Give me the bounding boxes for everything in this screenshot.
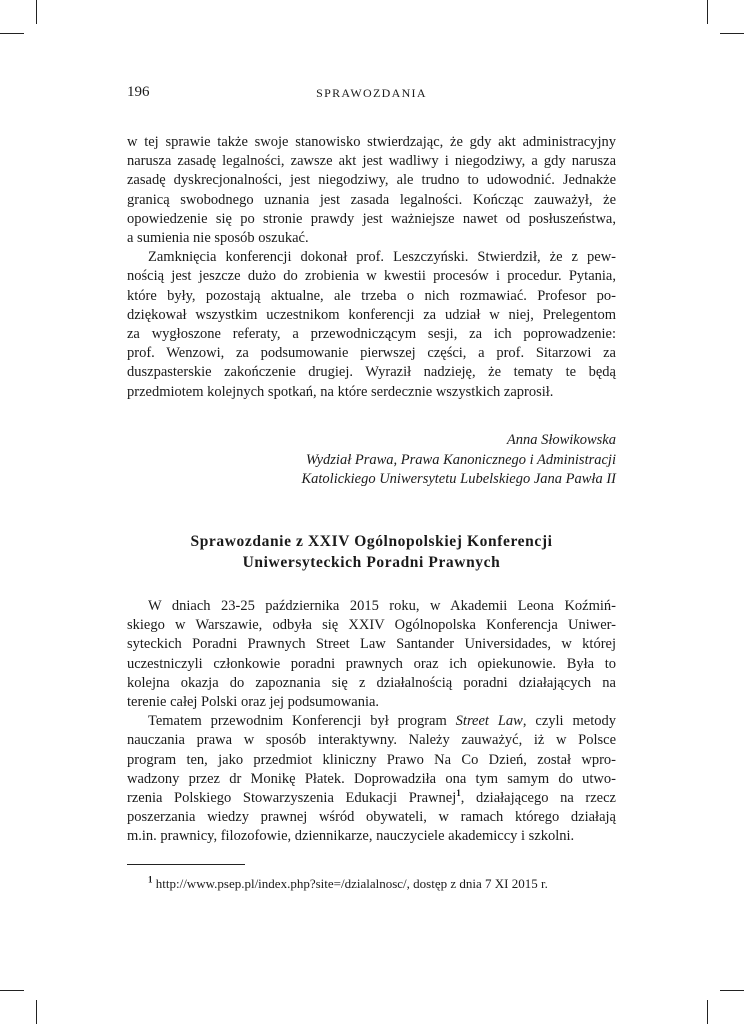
paragraph <box>127 133 616 248</box>
footnote-reference[interactable]: 1 <box>456 788 461 799</box>
crop-mark <box>0 33 24 34</box>
text-fragment: , czyli metody <box>522 713 616 730</box>
text-line <box>127 789 616 808</box>
signature-block <box>127 431 616 490</box>
text-line: za wygłoszone referaty, a przewodniczącym sesji, za ich poprowadzenie: <box>127 326 616 343</box>
text-line <box>127 712 616 731</box>
page-number: 196 <box>127 84 150 100</box>
text-line: duszpasterskie zakończenie drugiej. Wyraził nadzieję, że tematy te będą <box>127 364 616 381</box>
footnote <box>148 876 548 892</box>
text-line: poszerzania wiedzy prawnej wśród obywateli, w ramach którego działają <box>127 809 616 826</box>
article-title <box>127 531 616 573</box>
text-line: kolejna okazja do zapoznania się z działalnością poradni działających na <box>127 674 616 691</box>
footnote-separator <box>127 864 245 865</box>
text-line: W dniach 23-25 października 2015 roku, w Akademii Leona Koźmiń- <box>148 598 616 614</box>
text-fragment: Tematem przewodnim Konferencji był program <box>148 713 456 730</box>
title-line: Sprawozdanie z XXIV Ogólnopolskiej Konferencji <box>190 533 553 550</box>
article-body <box>127 597 616 847</box>
paragraph <box>127 597 616 712</box>
text-line: skiego w Warszawie, odbyła się XXIV Ogólnopolska Konferencja Uniwer- <box>127 617 616 634</box>
text-fragment: , działającego na rzecz <box>460 790 616 807</box>
paragraph <box>127 712 616 846</box>
report-body <box>127 133 616 402</box>
crop-mark <box>720 990 744 991</box>
crop-mark <box>0 990 24 991</box>
text-line: w tej sprawie także swoje stanowisko stwierdzając, że gdy akt administracyjny <box>127 134 616 150</box>
text-line: wadzony przez dr Monikę Płatek. Doprowadziła ona tym samym do utwo- <box>127 770 616 787</box>
text-fragment: rzenia Polskiego Stowarzyszenia Edukacji Prawnej <box>127 790 457 807</box>
text-line: opowiedzenie się po stronie prawdy jest ważniejsze nawet od posłuszeństwa, <box>127 210 616 227</box>
text-line: które były, pozostają aktualne, ale trzeba o nich rozmawiać. Profesor po- <box>127 287 616 304</box>
text-line: przedmiotem kolejnych spotkań, na które serdecznie wszystkich zaprosił. <box>127 383 554 400</box>
crop-mark <box>36 0 37 24</box>
paragraph <box>127 248 616 402</box>
running-head: SPRAWOZDANIA <box>316 86 427 100</box>
text-line: syteckich Poradni Prawnych Street Law Santander Universidades, w której <box>127 636 616 653</box>
text-line: zasadę dyskrecjonalności, jest niegodziwy, ale trudno to udowodnić. Jednakże <box>127 172 616 189</box>
crop-mark <box>707 0 708 24</box>
text-line: terenie całej Polski oraz jej podsumowania. <box>127 694 380 711</box>
text-line: granicą swobodnego uznania jest zasada legalności. Kończąc zauważył, że <box>127 191 616 208</box>
text-line: dziękował wszystkim uczestnikom konferencji za udział w niej, Prelegentom <box>127 306 616 323</box>
author-name: Anna Słowikowska <box>506 432 616 448</box>
text-line: nością jest jeszcze dużo do zrobienia w kwestii procesów i procedur. Pytania, <box>127 268 616 285</box>
title-line: Uniwersyteckich Poradni Prawnych <box>242 554 501 571</box>
text-line: nauczania prawa w sposób interaktywny. Należy zauważyć, iż w Polsce <box>127 732 616 749</box>
affiliation: Wydział Prawa, Prawa Kanonicznego i Administracji <box>305 451 616 468</box>
text-line: uczestniczyli członkowie poradni prawnych oraz ich opiekunowie. Była to <box>127 655 616 672</box>
footnote-mark: 1 <box>148 874 153 885</box>
crop-mark <box>707 1000 708 1024</box>
footnote-text: http://www.psep.pl/index.php?site=/dzialalnosc/, dostęp z dnia 7 XI 2015 r. <box>152 876 548 891</box>
text-line: narusza zasadę legalności, zawsze akt jest wadliwy i niegodziwy, a gdy narusza <box>127 153 616 170</box>
italic-term: Street Law <box>455 713 523 730</box>
text-line: Zamknięcia konferencji dokonał prof. Leszczyński. Stwierdził, że z pew- <box>148 249 616 266</box>
text-line: m.in. prawnicy, filozofowie, dziennikarze, nauczyciele akademiccy i szkolni. <box>127 828 575 845</box>
text-line: prof. Wenzowi, za podsumowanie pierwszej części, a prof. Sitarzowi za <box>127 345 616 362</box>
crop-mark <box>36 1000 37 1024</box>
crop-mark <box>720 33 744 34</box>
page-header <box>127 84 616 104</box>
text-line: program ten, jako przedmiot kliniczny Prawo Na Co Dzień, został wpro- <box>127 751 616 768</box>
affiliation: Katolickiego Uniwersytetu Lubelskiego Jana Pawła II <box>301 471 616 487</box>
text-line: a sumienia nie sposób oszukać. <box>127 230 309 247</box>
